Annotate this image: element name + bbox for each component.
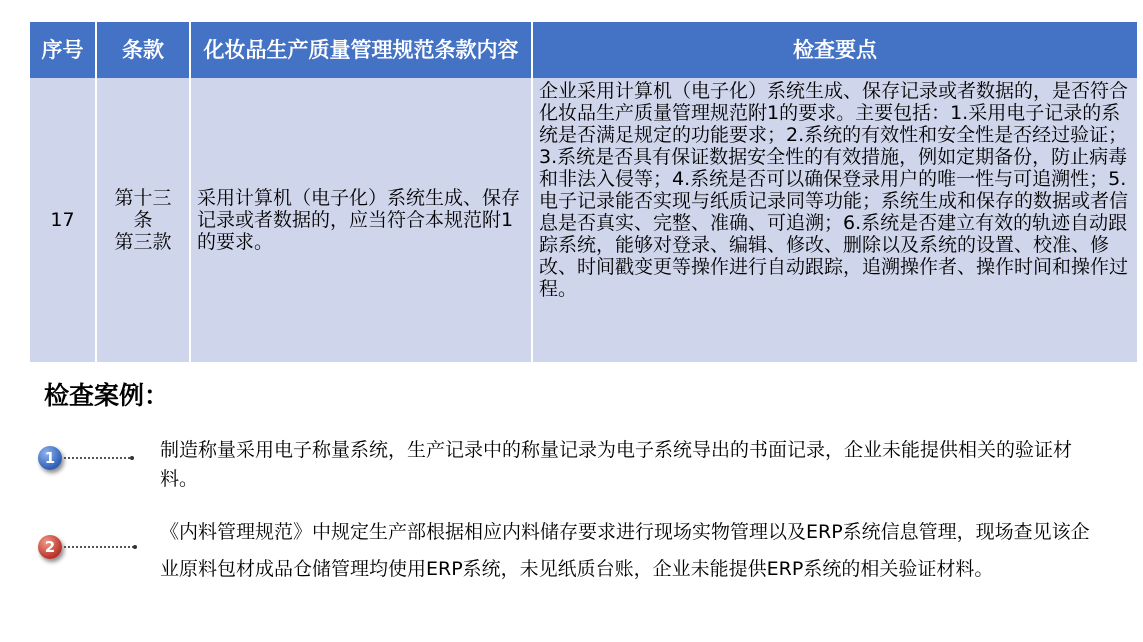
table-header-row [30, 22, 1137, 78]
cell-points: 企业采用计算机（电子化）系统生成、保存记录或者数据的，是否符合化妆品生产质量管理规范附1的要求。主要包括：1.采用电子记录的系统是否满足规定的功能要求；2.系统的有效性和安全性是否经过验证；3.系统是否具有保证数据安全性的有效措施，例如定期备份，防止病毒和非法入侵等；4.系统是否可以确保登录用户的唯一性与可追溯性；5.电子记录能否实现与纸质记录同等功能；系统生成和保存的数据或者信息是否真实、完整、准确、可追溯；6.系统是否建立有效的轨迹自动跟踪系统，能够对登录、编辑、修改、删除以及系统的设置、校准、修改、时间戳变更等操作进行自动跟踪，追溯操作者、操作时间和操作过程。 [532, 78, 1137, 362]
clause-line: 第三款 [114, 231, 172, 253]
header-no: 序号 [30, 22, 96, 78]
table-row [30, 78, 1137, 362]
leader-dot [133, 545, 137, 549]
cases-title: 检查案例： [44, 381, 170, 410]
number-badge: 1 [38, 446, 62, 470]
clause-line: 第十三 [114, 187, 172, 209]
header-points: 检查要点 [532, 22, 1137, 78]
leader-dot [130, 456, 134, 460]
cell-content: 采用计算机（电子化）系统生成、保存记录或者数据的，应当符合本规范附1的要求。 [190, 78, 532, 362]
header-content: 化妆品生产质量管理规范条款内容 [190, 22, 532, 78]
cell-no: 17 [30, 78, 96, 362]
cell-clause [96, 78, 190, 362]
case-text: 《内料管理规范》中规定生产部根据相应内料储存要求进行现场实物管理以及ERP系统信息管理，现场查见该企业原料包材成品仓储管理均使用ERP系统，未见纸质台账，企业未能提供ERP系统的相关验证材料。 [160, 521, 1090, 580]
dotted-leader [64, 457, 130, 459]
inspection-table [30, 22, 1137, 362]
header-clause: 条款 [96, 22, 190, 78]
case-text: 制造称量采用电子称量系统，生产记录中的称量记录为电子系统导出的书面记录，企业未能提供相关的验证材料。 [160, 439, 1073, 490]
clause-line: 条 [133, 209, 153, 231]
dotted-leader [64, 546, 134, 548]
number-badge: 2 [38, 535, 62, 559]
